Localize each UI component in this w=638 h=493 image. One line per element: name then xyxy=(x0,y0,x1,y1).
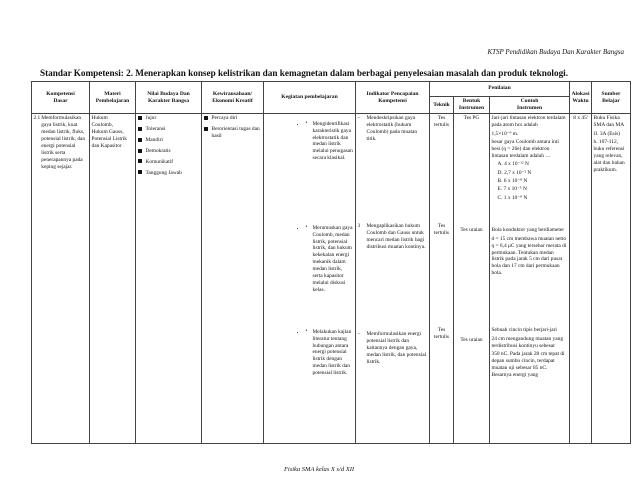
cell-kewirausahaan xyxy=(202,114,264,444)
kd-number: 2.1 xyxy=(33,115,41,122)
kewirausahaan-item: Percaya diri xyxy=(204,115,262,122)
syllabus-table xyxy=(31,81,631,444)
table-row xyxy=(32,114,631,444)
nilai-item: Jujur xyxy=(138,115,200,122)
bentuk-value: Tes uraian xyxy=(460,227,483,234)
nilai-item: Mandiri xyxy=(138,137,200,144)
teknik-value: Tes tertulis xyxy=(434,223,449,237)
materi-line: Potensial Listrik xyxy=(91,136,127,143)
indikator-item: – Mendeskripsikan gaya elektrostatik (hukum Coulomb) pada muatan titik. xyxy=(357,115,418,143)
col-indikator: Indikator Pencapaian Kompetensi xyxy=(356,82,430,114)
kegiatan-item: • • Melakukan kajian literatur tentang hubungan antara energi potensial listrik dengan medan listrik dan potensial listrik. xyxy=(306,329,354,377)
col-teknik: Teknik xyxy=(430,97,454,114)
cell-materi xyxy=(90,114,136,444)
cell-nilai xyxy=(136,114,202,444)
col-penilaian: Penilaian xyxy=(430,82,570,97)
col-kewirausahaan: Kewirausahaan/ Ekonomi Kreatif xyxy=(202,82,264,114)
teknik-value: Tes tertulis xyxy=(434,327,449,341)
cell-teknik xyxy=(430,114,454,444)
col-sumber: Sumber Belajar xyxy=(592,82,631,114)
col-contoh: Contoh Instrumen xyxy=(490,97,570,114)
contoh-soal-3: Sebuah cincin tipis berjari-jari 24 cm mengandung muatan yang terdistribusi kontinyu sebesar 350 nC. Pada jarak 28 cm tepat di depan sumbu cincin, terdapat muatan uji sebesar 85 nC. Besarnya energi yang xyxy=(491,327,565,378)
cell-kegiatan xyxy=(264,114,356,444)
cell-sumber xyxy=(592,114,631,444)
col-materi: Materi Pembelajaran xyxy=(90,82,136,114)
cell-alokasi xyxy=(570,114,592,444)
indikator-item: 3 Mengaplikasikan hukum Coulomb dan Gauss untuk mencari medan listrik bagi distribusi muatan kontinyu. xyxy=(357,223,426,251)
header-caption: KTSP Pendidikan Budaya Dan Karakter Bangsa xyxy=(487,48,624,56)
kegiatan-item: • • Mengidentifikasi karakteristik gaya elektrostatik dan medan listrik melalui penugasan secara klasikal. xyxy=(306,121,354,225)
materi-line: Hukum xyxy=(91,115,108,122)
kd-text: Memformulasikan gaya listrik, kuat medan listrik, fluks, potensial listrik, dan energi potensial listrik serta penerapannya pada keping sejajar. xyxy=(41,115,86,170)
cell-kompetensi-dasar xyxy=(32,114,90,444)
col-alokasi: Alokasi Waktu xyxy=(570,82,592,114)
materi-line: Coulomb, xyxy=(91,122,113,129)
page-footer: Fisika SMA kelas X s/d XII xyxy=(283,466,355,473)
col-kompetensi: Kompetensi Dasar xyxy=(32,82,90,114)
contoh-soal-1: Jari-jari lintasan elektron terdalam pada atom hcs adalah 1,5×10⁻⁹ m. besar gaya Coulomb antara inti besi (q = 26e) dan elektron lintasan terdalam adalah … A. 4 x 10⁻¹² N D. 2,7 x 10⁻² N B. 6 x 10⁻⁸ N E. 7 x 10⁻⁵ N C. 1 x 10⁻⁸ N xyxy=(491,115,566,201)
materi-line: dan Kapasitor xyxy=(91,142,122,149)
sumber-line: Jl. 3A (Esis) xyxy=(593,130,621,137)
cell-bentuk xyxy=(454,114,490,444)
cell-contoh xyxy=(490,114,570,444)
bentuk-value: Tes PG xyxy=(463,115,480,122)
col-kegiatan: Kegiatan pembelajaran xyxy=(264,82,356,114)
kegiatan-item: • • Merumuskan gaya Coulomb, medan listrik, potensial listrik, dan hukum kekekalan energi mekanik dalam medan listrik, serta kapasitor melalui diskusi kelas. xyxy=(306,225,354,329)
standard-title: Standar Kompetensi: 2. Menerapkan konsep kelistrikan dan kemagnetan dalam berbagai penyelesaian masalah dan produk teknologi. xyxy=(40,68,569,78)
teknik-value: Tes tertulis xyxy=(434,115,449,129)
nilai-item: Tanggung Jawab xyxy=(138,170,200,177)
contoh-soal-2: Bola konduktor yang berdiameter d = 15 cm membawa muatan netto q = 6,4 μC yang tersebar merata di permukaan. Tentukan medan listrik pada jarak 5 cm dari pusat bola dan 17 cm dari permukaan bola. xyxy=(491,227,567,277)
col-nilai: Nilai Budaya Dan Karakter Bangsa xyxy=(136,82,202,114)
sumber-line: Buku Fisika SMA dan MA xyxy=(593,115,625,129)
nilai-item: Komunikatif xyxy=(138,159,200,166)
materi-line: Hukum Gauss, xyxy=(91,129,124,136)
sumber-line: h. 107-112, buku referensi yang relevan, alat dan bahan praktikum. xyxy=(593,139,625,173)
bentuk-value: Tes uraian xyxy=(460,337,483,344)
nilai-item: Demokratis xyxy=(138,148,200,155)
nilai-item: Toleransi xyxy=(138,126,200,133)
indikator-item: – Memformulasikan energi potensial listrik dan kaitannya dengan gaya, medan listrik, dan potensial listrik. xyxy=(357,331,427,365)
col-bentuk: Bentuk Instrumen xyxy=(454,97,490,114)
kewirausahaan-item: Berorientasi tugas dan hasil xyxy=(204,126,262,140)
alokasi-value: 8 x 45' xyxy=(573,115,588,122)
cell-indikator xyxy=(356,114,430,444)
